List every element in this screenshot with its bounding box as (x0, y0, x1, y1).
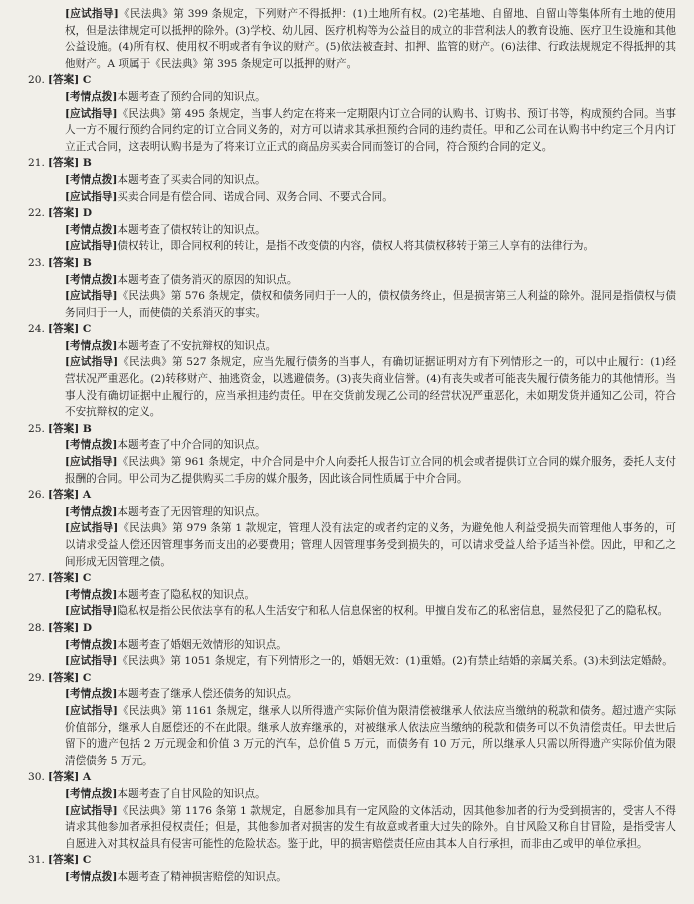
section-text: 《民法典》第 576 条规定，债权和债务同归于一人的，债权债务终止，但是损害第三人利益的除外。混同是指债权与债务同归于一人，而使债的关系消灭的事实。 (65, 290, 676, 319)
answer-line (28, 620, 676, 637)
question-item (28, 769, 676, 852)
section-label: [考情点拨] (65, 638, 118, 651)
answer-line (28, 487, 676, 504)
guidance-text: 《民法典》第 399 条规定，下列财产不得抵押：(1)土地所有权。(2)宅基地、自留地、自留山等集体所有土地的使用权，但是法律规定可以抵押的除外。(3)学校、幼儿园、医疗机构等为公益目的成立的非营利法人的教育设施、医疗卫生设施和其他公益设施。(4)所有权、使用权不明或者有争议的财产。(5)依法被查封、扣押、监管的财产。(6)法律、行政法规规定不得抵押的其他财产。A 项属于《民法典》第 395 条规定可以抵押的财产。 (65, 8, 676, 70)
answer-line (28, 421, 676, 438)
question-number: 24. (28, 323, 45, 336)
question-item (28, 321, 676, 421)
section-text: 债权转让，即合同权利的转让，是指不改变债的内容，债权人将其债权移转于第三人享有的法律行为。 (117, 240, 595, 253)
section-label: [应试指导] (65, 522, 119, 535)
answer-label: [答案] C (48, 572, 92, 585)
question-number: 30. (28, 771, 45, 784)
section-text: 本题考查了自甘风险的知识点。 (117, 787, 266, 800)
question-number: 29. (28, 671, 45, 684)
guidance-line (48, 520, 676, 570)
section-text: 本题考查了继承人偿还债务的知识点。 (117, 688, 298, 701)
exam-point-line (48, 587, 676, 604)
section-text: 本题考查了买卖合同的知识点。 (117, 173, 266, 186)
answer-line (28, 852, 676, 869)
section-label: [考情点拨] (65, 339, 118, 352)
section-text: 本题考查了预约合同的知识点。 (117, 90, 266, 103)
question-number: 31. (28, 854, 45, 867)
answer-label: [答案] D (48, 207, 93, 220)
section-label: [应试指导] (65, 190, 118, 203)
section-text: 隐私权是指公民依法享有的私人生活安宁和私人信息保密的权利。甲擅自发布乙的私密信息，显然侵犯了乙的隐私权。 (117, 605, 669, 618)
section-label: [考情点拨] (65, 688, 118, 701)
answer-line (28, 255, 676, 272)
question-item (28, 570, 676, 620)
question-number: 25. (28, 422, 45, 435)
section-label: [考情点拨] (65, 173, 118, 186)
answer-line (28, 570, 676, 587)
guidance-line (48, 354, 676, 420)
answer-label: [答案] C (48, 323, 92, 336)
section-text: 本题考查了隐私权的知识点。 (117, 588, 256, 601)
guidance-line (48, 603, 676, 620)
section-label: [考情点拨] (65, 505, 118, 518)
question-item (28, 487, 676, 570)
section-label: [应试指导] (65, 456, 118, 469)
section-text: 《民法典》第 495 条规定，当事人约定在将来一定期限内订立合同的认购书、订购书、预订书等，构成预约合同。当事人一方不履行预约合同约定的订立合同义务的，对方可以请求其承担预约合同的违约责任。甲和乙公司在认购书中约定三个月内订立正式合同，这表明认购书是为了将来订立正式的商品房买卖合同而签订的合同，符合预约合同的定义。 (65, 107, 676, 153)
section-text: 本题考查了无因管理的知识点。 (117, 505, 266, 518)
guidance-line (48, 238, 676, 255)
question-item (28, 205, 676, 255)
guidance-line (48, 703, 676, 769)
section-text: 买卖合同是有偿合同、诺成合同、双务合同、不要式合同。 (117, 190, 393, 203)
answer-label: [答案] C (48, 854, 92, 867)
exam-point-line (48, 637, 676, 654)
question-number: 21. (28, 157, 45, 170)
section-text: 《民法典》第 1176 条第 1 款规定，自愿参加具有一定风险的文体活动，因其他参加者的行为受到损害的，受害人不得请求其他参加者承担侵权责任；但是，其他参加者对损害的发生有故意或者重大过失的除外。自甘风险又称自甘冒险，是指受害人自愿进入对其权益具有侵害可能性的危险状态。鉴于此，甲的损害赔偿责任应由其本人自行承担，而非由乙或甲的单位承担。 (65, 804, 676, 850)
answer-label: [答案] D (48, 621, 93, 634)
question-item (28, 155, 676, 205)
section-label: [考情点拨] (65, 870, 118, 883)
guidance-line (48, 288, 676, 321)
section-text: 《民法典》第 979 条第 1 款规定，管理人没有法定的或者约定的义务，为避免他人利益受损失而管理他人事务的，可以请求受益人偿还因管理事务而支出的必要费用；管理人因管理事务受到损失的，可以请求受益人给予适当补偿。因此，甲和乙之间形成无因管理之债。 (65, 522, 676, 568)
section-label: [应试指导] (65, 356, 119, 369)
exam-point-line (48, 504, 676, 521)
section-label: [应试指导] (65, 704, 118, 717)
guidance-label: [应试指导] (65, 8, 119, 20)
answer-label: [答案] C (48, 74, 92, 87)
section-label: [应试指导] (65, 240, 118, 253)
section-label: [考情点拨] (65, 439, 118, 452)
guidance-line (48, 454, 676, 487)
exam-point-line (48, 869, 676, 886)
answer-line (28, 670, 676, 687)
answer-line (28, 205, 676, 222)
section-text: 《民法典》第 527 条规定，应当先履行债务的当事人，有确切证据证明对方有下列情形之一的，可以中止履行：(1)经营状况严重恶化。(2)转移财产、抽逃资金，以逃避债务。(3)丧失商业信誉。(4)有丧失或者可能丧失履行债务能力的其他情形。当事人没有确切证据中止履行的，应当承担违约责任。甲在交货前发现乙公司的经营状况严重恶化，未如期发货并通知乙公司，符合不安抗辩权的定义。 (65, 356, 676, 419)
question-item (28, 421, 676, 487)
exam-point-line (48, 272, 676, 289)
section-label: [考情点拨] (65, 787, 118, 800)
section-text: 《民法典》第 1161 条规定，继承人以所得遗产实际价值为限清偿被继承人依法应当缴纳的税款和债务。超过遗产实际价值部分，继承人自愿偿还的不在此限。继承人放弃继承的，对被继承人依法应当缴纳的税款和债务可以不负清偿责任。甲去世后留下的遗产包括 2 万元现金和价值 3 万元的汽车，总价值 5 万元，而债务有 10 万元，所以继承人只需以所得遗产实际价值为限清偿债务 5 万元。 (65, 704, 676, 767)
section-text: 本题考查了精神损害赔偿的知识点。 (117, 870, 287, 883)
exam-point-line (48, 222, 676, 239)
section-text: 本题考查了婚姻无效情形的知识点。 (117, 638, 287, 651)
answer-line (28, 155, 676, 172)
section-label: [考情点拨] (65, 588, 118, 601)
answer-line (28, 72, 676, 89)
question-number: 28. (28, 621, 45, 634)
exam-point-line (48, 338, 676, 355)
intro-guidance (48, 6, 676, 72)
question-item (28, 852, 676, 885)
section-label: [应试指导] (65, 605, 118, 618)
section-label: [考情点拨] (65, 273, 118, 286)
answer-label: [答案] B (48, 157, 92, 170)
question-number: 22. (28, 207, 45, 220)
answer-label: [答案] B (48, 256, 92, 269)
exam-point-line (48, 686, 676, 703)
guidance-line (48, 803, 676, 853)
section-text: 本题考查了债权转让的知识点。 (117, 223, 266, 236)
answer-label: [答案] C (48, 671, 92, 684)
question-item (28, 72, 676, 155)
question-number: 27. (28, 572, 45, 585)
question-item (28, 255, 676, 321)
question-item (28, 620, 676, 670)
question-number: 20. (28, 74, 45, 87)
exam-point-line (48, 89, 676, 106)
section-label: [应试指导] (65, 804, 118, 817)
answer-label: [答案] A (48, 489, 92, 502)
section-text: 本题考查了债务消灭的原因的知识点。 (117, 273, 298, 286)
exam-point-line (48, 437, 676, 454)
guidance-line (48, 189, 676, 206)
exam-point-line (48, 786, 676, 803)
answer-line (28, 321, 676, 338)
section-label: [应试指导] (65, 655, 118, 668)
section-label: [应试指导] (65, 107, 118, 120)
guidance-line (48, 106, 676, 156)
exam-point-line (48, 172, 676, 189)
section-label: [考情点拨] (65, 90, 118, 103)
guidance-line (48, 653, 676, 670)
section-label: [考情点拨] (65, 223, 118, 236)
section-text: 本题考查了中介合同的知识点。 (117, 439, 266, 452)
question-item (28, 670, 676, 770)
answer-label: [答案] A (48, 771, 92, 784)
section-text: 本题考查了不安抗辩权的知识点。 (117, 339, 277, 352)
section-text: 《民法典》第 961 条规定，中介合同是中介人向委托人报告订立合同的机会或者提供订立合同的媒介服务，委托人支付报酬的合同。甲公司为乙提供购买二手房的媒介服务，因此该合同性质属于中介合同。 (65, 456, 676, 485)
answer-label: [答案] B (48, 422, 92, 435)
question-list (28, 72, 676, 885)
question-number: 23. (28, 256, 45, 269)
question-number: 26. (28, 489, 45, 502)
section-text: 《民法典》第 1051 条规定，有下列情形之一的，婚姻无效：(1)重婚。(2)有禁止结婚的亲属关系。(3)未到法定婚龄。 (117, 655, 673, 668)
section-label: [应试指导] (65, 290, 118, 303)
answer-line (28, 769, 676, 786)
